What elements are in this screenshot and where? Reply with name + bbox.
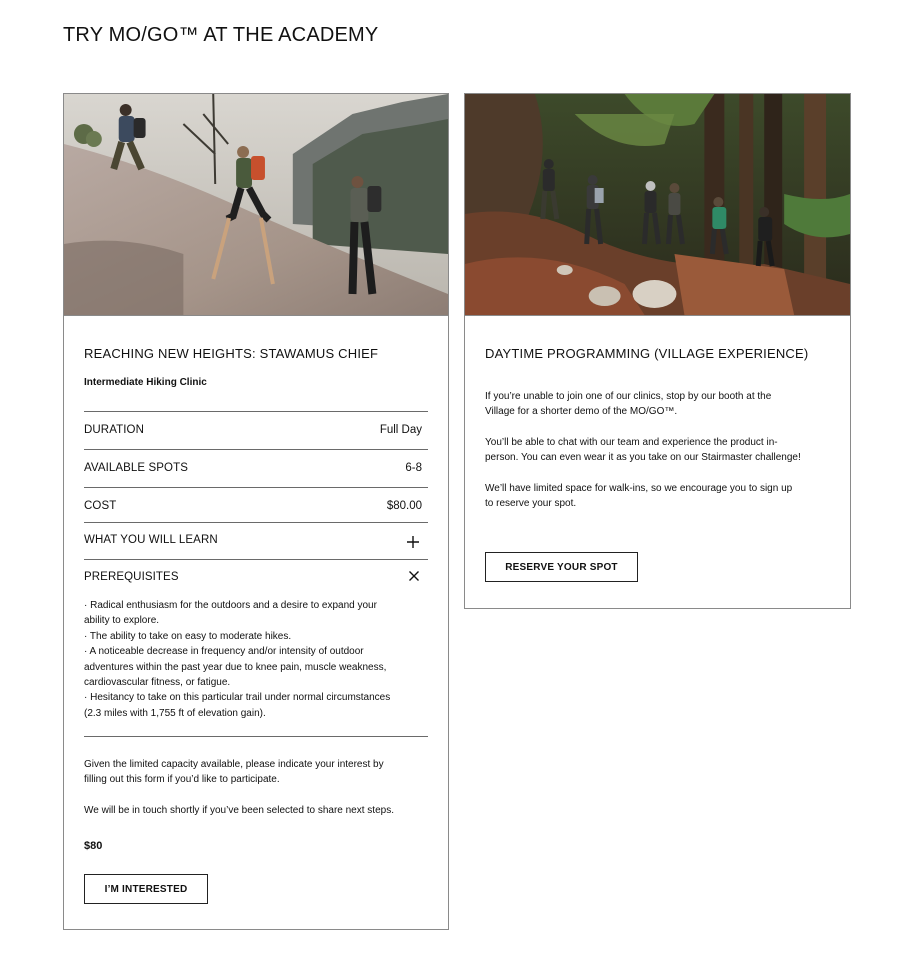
clinic-card	[63, 93, 449, 930]
available-spots-label: AVAILABLE SPOTS	[84, 462, 188, 474]
village-paragraph	[485, 435, 815, 466]
available-spots-value: 6-8	[405, 462, 422, 474]
form-note-line: Given the limited capacity available, please indicate your interest by	[84, 759, 384, 770]
accordion-label: PREREQUISITES	[84, 571, 179, 583]
divider	[84, 449, 428, 450]
divider	[84, 487, 428, 488]
prerequisites-content	[84, 598, 414, 721]
duration-value: Full Day	[379, 424, 422, 436]
prerequisite-line: · The ability to take on easy to moderate hikes.	[84, 630, 292, 642]
cost-label: COST	[84, 500, 117, 512]
accordion-label: WHAT YOU WILL LEARN	[84, 534, 218, 546]
prerequisite-line: cardiovascular fitness, or fatigue.	[84, 677, 231, 689]
village-line: You’ll be able to chat with our team and experience the product in-	[485, 437, 778, 448]
village-paragraph	[485, 481, 815, 512]
prerequisite-line: (2.3 miles with 1,755 ft of elevation gain).	[84, 707, 266, 719]
village-line: person. You can even wear it as you take on our Stairmaster challenge!	[485, 452, 801, 464]
clinic-subtitle: Intermediate Hiking Clinic	[84, 377, 207, 388]
prerequisite-line: ability to explore.	[84, 615, 160, 627]
page-title: TRY MO/GO™ AT THE ACADEMY	[63, 24, 379, 46]
prerequisite-line: · A noticeable decrease in frequency and/or intensity of outdoor	[84, 646, 364, 658]
price: $80	[84, 840, 103, 852]
prerequisite-line: · Hesitancy to take on this particular trail under normal circumstances	[84, 692, 391, 704]
prerequisite-line: adventures within the past year due to knee pain, muscle weakness,	[84, 661, 387, 673]
divider	[84, 411, 428, 412]
im-interested-button[interactable]: I’M INTERESTED	[84, 874, 208, 904]
form-note-line: filling out this form if you’d like to participate.	[84, 774, 280, 786]
form-note	[84, 757, 414, 788]
followup-note: We will be in touch shortly if you’ve been selected to share next steps.	[84, 805, 394, 816]
hikers-in-forest-photo	[465, 94, 850, 316]
village-card	[464, 93, 851, 609]
plus-icon	[406, 535, 420, 549]
accordion-what-you-will-learn[interactable]	[64, 523, 448, 559]
village-paragraph	[485, 389, 815, 420]
village-line: Village for a shorter demo of the MO/GO™.	[485, 406, 678, 418]
reserve-your-spot-button[interactable]: RESERVE YOUR SPOT	[485, 552, 638, 582]
hikers-on-granite-photo	[64, 94, 448, 316]
village-line: to reserve your spot.	[485, 498, 577, 510]
cost-value: $80.00	[386, 500, 422, 512]
clinic-title: REACHING NEW HEIGHTS: STAWAMUS CHIEF	[84, 346, 379, 361]
close-icon	[408, 570, 420, 582]
divider	[84, 736, 428, 737]
village-line: We’ll have limited space for walk-ins, so we encourage you to sign up	[485, 483, 793, 494]
accordion-prerequisites[interactable]	[64, 560, 448, 590]
village-line: If you’re unable to join one of our clinics, stop by our booth at the	[485, 391, 772, 402]
prerequisite-line: · Radical enthusiasm for the outdoors and a desire to expand your	[84, 600, 377, 611]
duration-label: DURATION	[84, 424, 145, 436]
village-title: DAYTIME PROGRAMMING (VILLAGE EXPERIENCE)	[485, 346, 809, 361]
